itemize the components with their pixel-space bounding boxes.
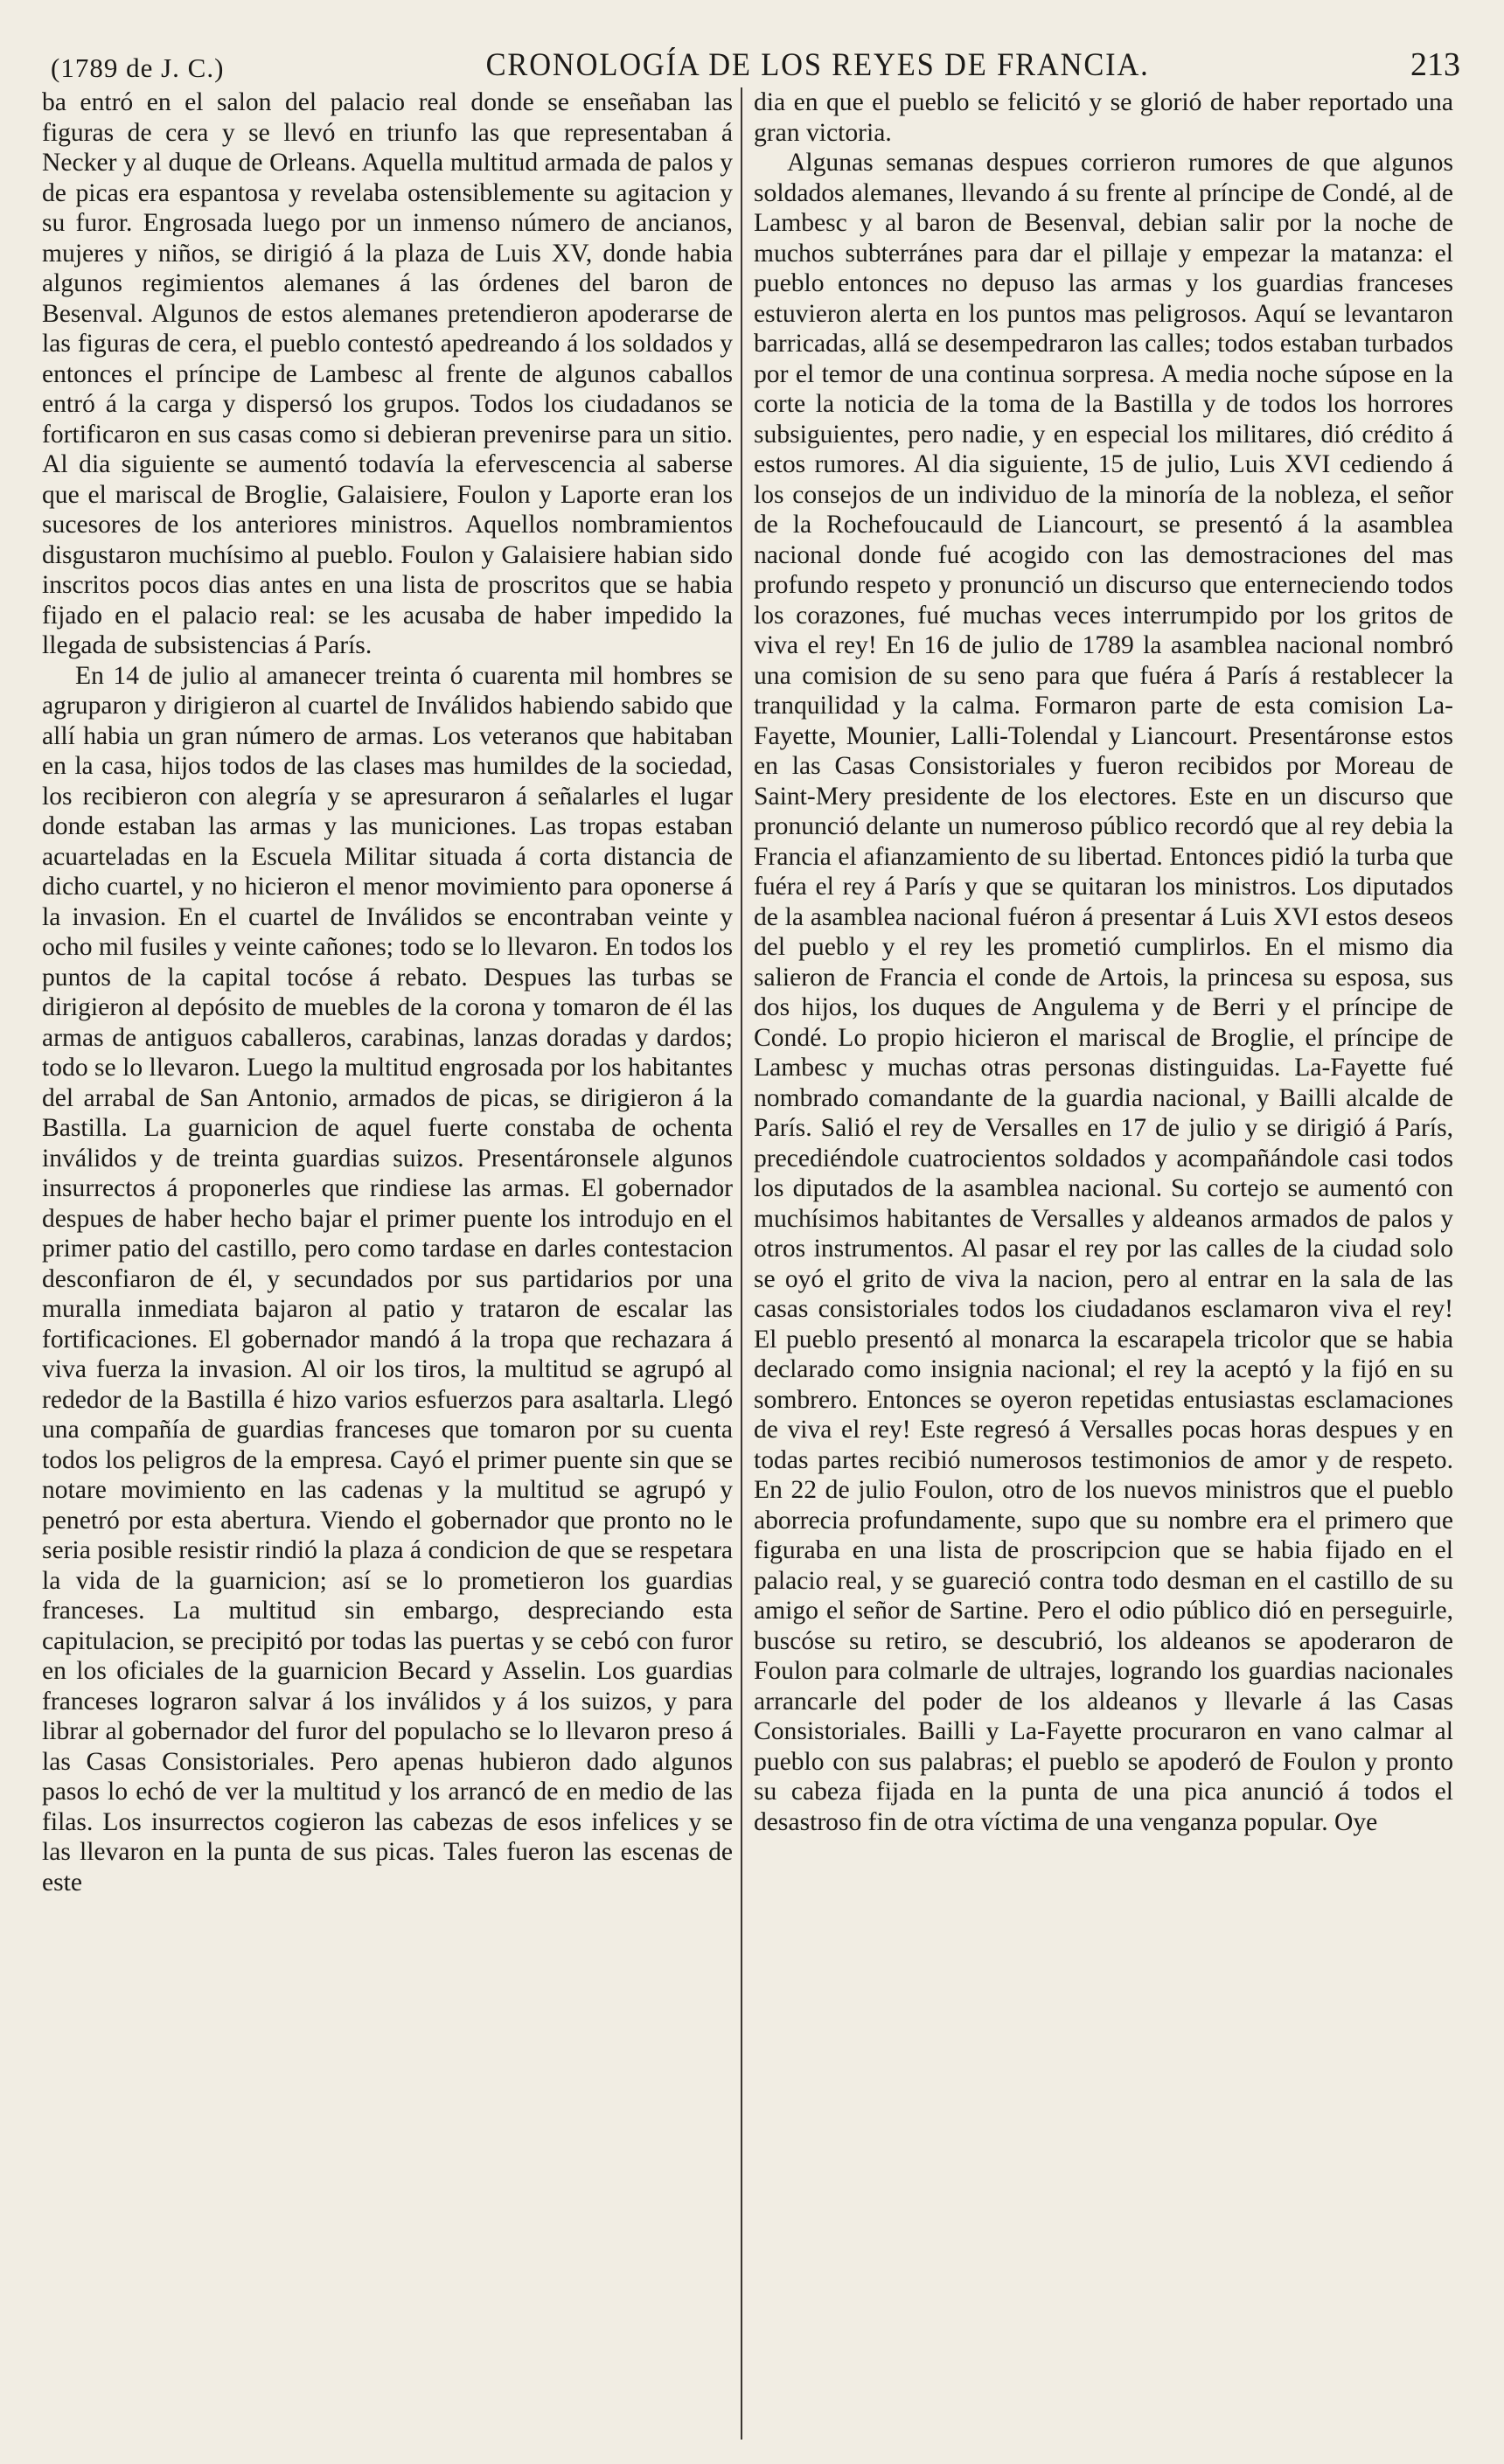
left-column — [42, 87, 733, 2448]
header-title: CRONOLOGÍA DE LOS REYES DE FRANCIA. — [485, 47, 1150, 83]
paragraph: dia en que el pueblo se felicitó y se glorió de haber reportado una gran victoria. — [754, 88, 1453, 147]
paragraph: En 14 de julio al amanecer treinta ó cuarenta mil hombres se agruparon y dirigieron al cuartel de Inválidos habiendo sabido que allí habia un gran número de armas. Los veteranos que habitaban en la casa, hijos todos de las clases mas humildes de la sociedad, los recibieron con alegría y se apresuraron á señalarles el lugar donde estaban las armas y las municiones. Las tropas estaban acuarteladas en la Escuela Militar situada á corta distancia de dicho cuartel, y no hicieron el menor movimiento para oponerse á la invasion. En el cuartel de Inválidos se encontraban veinte y ocho mil fusiles y veinte cañones; todo se lo llevaron. En todos los puntos de la capital tocóse á rebato. Despues las turbas se dirigieron al depósito de muebles de la corona y tomaron de él las armas de antiguos caballeros, carabinas, lanzas doradas y dardos; todo se lo llevaron. Luego la multitud engrosada por los habitantes del arrabal de San Antonio, armados de picas, se dirigieron á la Bastilla. La guarnicion de aquel fuerte constaba de ochenta inválidos y de treinta guardias suizos. Presentáronsele algunos insurrectos á proponerles que rindiese las armas. El gobernador despues de haber hecho bajar el primer puente los introdujo en el primer patio del castillo, pero como tardase en darles contestacion desconfiaron de él, y secundados por sus partidarios por una muralla inmediata bajaron al patio y trataron de escalar las fortificaciones. El gobernador mandó á la tropa que rechazara á viva fuerza la invasion. Al oir los tiros, la multitud se agrupó al rededor de la Bastilla é hizo varios esfuerzos para asaltarla. Llegó una compañía de guardias franceses que tomaron por su cuenta todos los peligros de la empresa. Cayó el primer puente sin que se notare movimiento en las cadenas y la multitud se agrupó y penetró por esta abertura. Viendo el gobernador que pronto no le seria posible resistir rindió la plaza á condicion de que se respetara la vida de la guarnicion; así se lo prometieron los guardias franceses. La multitud sin embargo, despreciando esta capitulacion, se precipitó por todas las puertas y se cebó con furor en los oficiales de la guarnicion Becard y Asselin. Los guardias franceses lograron salvar á los inválidos y á los suizos, y para librar al gobernador del furor del populacho se lo llevaron preso á las Casas Consistoriales. Pero apenas hubieron dado algunos pasos lo echó de ver la multitud y los arrancó de en medio de las filas. Los insurrectos cogieron las cabezas de esos infelices y se las llevaron en la punta de sus picas. Tales fueron las escenas de este — [42, 661, 733, 1897]
running-header — [51, 23, 1460, 84]
page-number: 213 — [1410, 46, 1460, 83]
right-column — [754, 87, 1453, 2448]
paragraph: ba entró en el salon del palacio real donde se enseñaban las figuras de cera y se llevó en triunfo las que representaban á Necker y al duque de Orleans. Aquella multitud armada de palos y de picas era espantosa y revelaba ostensiblemente su agitacion y su furor. Engrosada luego por un inmenso número de ancianos, mujeres y niños, se dirigió á la plaza de Luis XV, donde habia algunos regimientos alemanes á las órdenes del baron de Besenval. Algunos de estos alemanes pretendieron apoderarse de las figuras de cera, el pueblo contestó apedreando á los soldados y entonces el príncipe de Lambesc al frente de algunos caballos entró á la carga y dispersó los grupos. Todos los ciudadanos se fortificaron en sus casas como si debieran prevenirse para un sitio. Al dia siguiente se aumentó todavía la efervescencia al saberse que el mariscal de Broglie, Galaisiere, Foulon y Laporte eran los sucesores de los anteriores ministros. Aquellos nombramientos disgustaron muchísimo al pueblo. Foulon y Galaisiere habian sido inscritos pocos dias antes en una lista de proscritos que se habia fijado en el palacio real: se les acusaba de haber impedido la llegada de subsistencias á París. — [42, 88, 733, 659]
paragraph: Algunas semanas despues corrieron rumores de que algunos soldados alemanes, llevando á su frente al príncipe de Condé, al de Lambesc y al baron de Besenval, debian salir por la noche de muchos subterránes para dar el pillaje y empezar la matanza: el pueblo entonces no depuso las armas y los guardias franceses estuvieron alerta en los puntos mas peligrosos. Aquí se levantaron barricadas, allá se desempedraron las calles; todos estaban turbados por el temor de una continua sorpresa. A media noche súpose en la corte la noticia de la toma de la Bastilla y de todos los horrores subsiguientes, pero nadie, y en especial los militares, dió crédito á estos rumores. Al dia siguiente, 15 de julio, Luis XVI cediendo á los consejos de un individuo de la minoría de la nobleza, el señor de la Rochefoucauld de Liancourt, se presentó á la asamblea nacional donde fué acogido con las demostraciones del mas profundo respeto y pronunció un discurso que enterneciendo todos los corazones, fué muchas veces interrumpido por los gritos de viva el rey! En 16 de julio de 1789 la asamblea nacional nombró una comision de su seno para que fuéra á París á restablecer la tranquilidad y la calma. Formaron parte de esta comision La-Fayette, Mounier, Lalli-Tolendal y Liancourt. Presentáronse estos en las Casas Consistoriales y fueron recibidos por Moreau de Saint-Mery presidente de los electores. Este en un discurso que pronunció delante un numeroso público recordó que al rey debia la Francia el afianzamiento de su libertad. Entonces pidió la turba que fuéra el rey á París y que se quitaran los ministros. Los diputados de la asamblea nacional fuéron á presentar á Luis XVI estos deseos del pueblo y el rey les prometió cumplirlos. En el mismo dia salieron de Francia el conde de Artois, la princesa su esposa, sus dos hijos, los duques de Angulema y de Berri y el príncipe de Condé. Lo propio hicieron el mariscal de Broglie, el príncipe de Lambesc y muchas otras personas distinguidas. La-Fayette fué nombrado comandante de la guardia nacional, y Bailli alcalde de París. Salió el rey de Versalles en 17 de julio y se dirigió á París, precediéndole cuatrocientos soldados y acompañándole casi todos los diputados de la asamblea nacional. Su cortejo se aumentó con muchísimos habitantes de Versalles y aldeanos armados de palos y otros instrumentos. Al pasar el rey por las calles de la ciudad solo se oyó el grito de viva la nacion, pero al entrar en la sala de las casas consistoriales todos los ciudadanos esclamaron viva el rey! El pueblo presentó al monarca la escarapela tricolor que se habia declarado como insignia nacional; el rey la aceptó y la fijó en su sombrero. Entonces se oyeron repetidas entusiastas esclamaciones de viva el rey! Este regresó á Versalles pocas horas despues y en todas partes recibió numerosos testimonios de amor y de respeto. En 22 de julio Foulon, otro de los nuevos ministros que el pueblo aborrecia profundamente, supo que su nombre era el primero que figuraba en una lista de proscripcion que se habia fijado en el palacio real, y se guareció contra todo desman en el castillo de su amigo el señor de Sartine. Pero el odio público dió en perseguirle, buscóse su retiro, se descubrió, los aldeanos se apoderaron de Foulon para colmarle de ultrajes, logrando los guardias nacionales arrancarle del poder de los aldeanos y llevarle á las Casas Consistoriales. Bailli y La-Fayette procuraron en vano calmar al pueblo con sus palabras; el pueblo se apoderó de Foulon y pronto su cabeza fijada en la punta de una pica anunció á todos el desastroso fin de otra víctima de una venganza popular. Oye — [754, 149, 1453, 1836]
header-date: (1789 de J. C.) — [51, 52, 225, 83]
column-divider — [741, 87, 742, 2440]
